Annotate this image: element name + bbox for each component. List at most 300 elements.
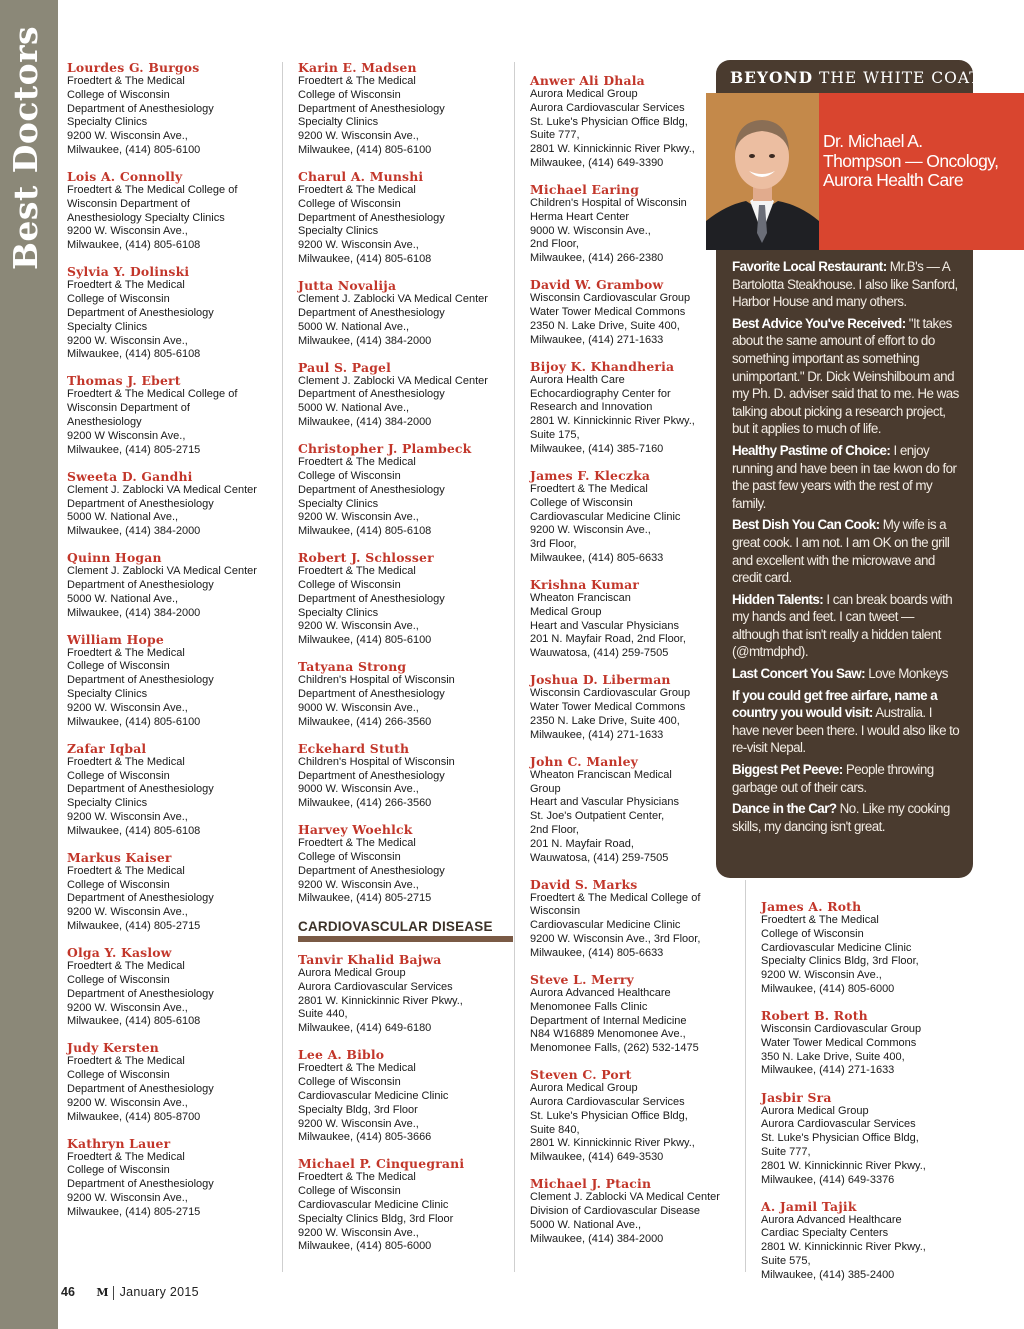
doctor-listing-detail: Froedtert & The Medical [298,565,416,578]
doctor-listing-detail: Milwaukee, (414) 805-6108 [298,525,432,538]
doctor-listing-detail: Aurora Cardiovascular Services [530,101,685,114]
doctor-listing-detail: Specialty Clinics Bldg, 3rd Floor [298,1212,454,1225]
qa-item [732,258,960,311]
doctor-listing [67,60,277,158]
doctor-listing-detail: Department of Anesthesiology [298,102,445,115]
doctor-listing-detail: 2801 W. Kinnickinnic River Pkwy., [530,415,695,428]
doctor-listing-detail: College of Wisconsin [298,469,401,482]
doctor-listing-detail: Milwaukee, (414) 805-2715 [67,443,201,456]
doctor-listing [530,1067,735,1165]
doctor-listing-detail: College of Wisconsin [298,1076,401,1089]
doctor-listing-detail: 9200 W. Wisconsin Ave., [298,878,419,891]
qa-question: Favorite Local Restaurant: [732,259,887,274]
doctor-listing-detail: Milwaukee, (414) 649-3376 [761,1173,895,1186]
qa-question: If you could get free airfare, name a country you would visit: [732,687,938,721]
qa-item [732,516,960,586]
doctor-listing [530,754,735,866]
doctor-listing-detail: Clement J. Zablocki VA Medical Center [530,1191,720,1204]
doctor-listing-detail: Milwaukee, (414) 805-2715 [298,892,432,905]
doctor-listing-detail: Aurora Medical Group [530,1082,638,1095]
doctor-listing-detail: 9200 W. Wisconsin Ave., [67,334,188,347]
doctor-listing-detail: College of Wisconsin [67,293,170,306]
doctor-listing-detail: 5000 W. National Ave., [67,511,179,524]
doctor-listing-detail: N84 W16889 Menomonee Ave., [530,1028,686,1041]
doctor-listing [67,373,277,457]
doctor-listing-detail: College of Wisconsin [67,973,170,986]
doctor-listing-detail: Milwaukee, (414) 805-6000 [761,982,895,995]
doctor-listing-detail: 9200 W. Wisconsin Ave., [761,969,882,982]
doctor-listing-detail: 2350 N. Lake Drive, Suite 400, [530,319,680,332]
doctor-listing [530,73,735,171]
doctor-listing [298,1047,513,1145]
doctor-listing [530,672,735,742]
doctor-listing-detail: Froedtert & The Medical [67,279,185,292]
doctor-listing-detail: Milwaukee, (414) 266-3560 [298,715,432,728]
doctor-listing-name: Michael P. Cinquegrani [298,1156,465,1172]
doctor-listing-detail: Specialty Clinics [298,606,379,619]
doctor-listing-name: Zafar Iqbal [67,740,147,756]
column-4 [761,899,981,1294]
doctor-listing-detail: College of Wisconsin [298,197,401,210]
doctor-listing-detail: Milwaukee, (414) 384-2000 [298,334,432,347]
section-heading: CARDIOVASCULAR DISEASE [298,920,513,942]
qa-question: Healthy Pastime of Choice: [732,442,891,458]
doctor-listing-name: Olga Y. Kaslow [67,945,172,961]
doctor-listing-detail: Wheaton Franciscan [530,592,631,604]
doctor-listing-detail: Froedtert & The Medical [298,184,416,197]
doctor-listing-detail: Department of Anesthesiology [298,864,445,877]
doctor-listing-detail: Wisconsin Cardiovascular Group [761,1023,922,1036]
doctor-listing-detail: Milwaukee, (414) 805-6108 [67,348,201,361]
doctor-listing-name: David S. Marks [530,876,638,892]
doctor-listing-detail: Specialty Clinics [298,497,379,510]
doctor-listing-detail: Department of Anesthesiology [67,674,214,687]
doctor-listing [298,60,513,158]
qa-item [732,665,960,683]
doctor-listing [530,277,735,347]
doctor-listing [530,468,735,566]
doctor-listing-name: A. Jamil Tajik [761,1198,857,1214]
doctor-listing-detail: Cardiovascular Medicine Clinic [530,919,681,932]
doctor-listing-detail: College of Wisconsin [298,851,401,864]
doctor-listing-detail: Aurora Cardiovascular Services [761,1118,916,1131]
doctor-listing-detail: Children's Hospital of Wisconsin [530,197,687,210]
doctor-listing-detail: Aurora Advanced Healthcare [761,1213,902,1226]
doctor-listing-detail: 9200 W. Wisconsin Ave., [67,225,188,238]
doctor-listing-detail: 9200 W. Wisconsin Ave., [67,1096,188,1109]
doctor-listing [298,550,513,648]
doctor-listing-detail: Milwaukee, (414) 271-1633 [530,728,664,741]
doctor-listing-detail: Froedtert & The Medical [298,837,416,850]
sidebar [0,0,58,1329]
doctor-listing-detail: Milwaukee, (414) 805-6108 [298,253,432,266]
doctor-listing-name: Michael J. Ptacin [530,1176,652,1192]
doctor-listing-detail: 9200 W. Wisconsin Ave., [67,130,188,143]
qa-answer: No. Like my cooking skills, my dancing isn't great. [732,801,950,834]
doctor-listing-detail: Milwaukee, (414) 271-1633 [530,333,664,346]
doctor-listing-name: Quinn Hogan [67,550,162,566]
doctor-listing-detail: Specialty Bldg, 3rd Floor [298,1103,418,1116]
doctor-listing-detail: Aurora Advanced Healthcare [530,986,671,999]
doctor-listing-detail: Heart and Vascular Physicians [530,619,679,632]
doctor-listing-detail: College of Wisconsin [67,769,170,782]
doctor-listing-detail: Milwaukee, (414) 385-7160 [530,442,664,455]
doctor-listing-detail: Cardiovascular Medicine Clinic [298,1198,449,1211]
doctor-listing [67,632,277,730]
doctor-listing-name: Harvey Woehlck [298,822,413,838]
doctor-listing-detail: Department of Anesthesiology [67,892,214,905]
doctor-listing-detail: Water Tower Medical Commons [761,1036,917,1049]
doctor-listing-detail: Wisconsin Cardiovascular Group [530,292,691,305]
doctor-listing-detail: College of Wisconsin [761,927,864,940]
doctor-listing-detail: 9200 W. Wisconsin Ave., [298,239,419,252]
doctor-listing [298,169,513,267]
doctor-listing-detail: 2801 W. Kinnickinnic River Pkwy., [298,994,463,1007]
doctor-listing-detail: Wisconsin Department of [67,197,190,210]
qa-item [732,761,960,796]
doctor-listing-detail: Children's Hospital of Wisconsin [298,755,455,768]
qa-answer: Love Monkeys [865,666,948,682]
doctor-listing-detail: Department of Anesthesiology [298,769,445,782]
doctor-listing-detail: Froedtert & The Medical [298,75,416,87]
doctor-listing-detail: College of Wisconsin [530,496,633,509]
doctor-listing-detail: St. Luke's Physician Office Bldg, [530,1109,688,1122]
qa-question: Last Concert You Saw: [732,666,866,682]
doctor-listing [530,182,735,266]
doctor-listing-detail: Water Tower Medical Commons [530,701,686,714]
qa-answer: Mr.B's — A Bartolotta Steakhouse. I also like Sanford, Harbor House and many others. [732,259,958,310]
doctor-listing-detail: 9200 W. Wisconsin Ave., [298,620,419,633]
doctor-listing [530,877,735,961]
doctor-listing-detail: Water Tower Medical Commons [530,306,686,319]
doctor-listing-detail: Children's Hospital of Wisconsin [298,674,455,687]
doctor-listing-name: David W. Grambow [530,277,664,293]
doctor-listing-detail: Milwaukee, (414) 649-3390 [530,156,664,169]
doctor-listing-name: Kathryn Lauer [67,1135,171,1151]
magazine-logo: M [96,1286,109,1299]
doctor-listing-detail: College of Wisconsin [67,660,170,673]
doctor-listing-detail: Specialty Clinics [67,688,148,701]
doctor-listing-detail: Froedtert & The Medical [67,864,185,877]
doctor-listing-name: Lois A. Connolly [67,169,183,185]
doctor-listing-detail: Milwaukee, (414) 266-2380 [530,252,664,265]
qa-answer: People throwing garbage out of their cars. [732,762,934,795]
doctor-listing-detail: 9200 W. Wisconsin Ave., [67,810,188,823]
doctor-listing-detail: Cardiovascular Medicine Clinic [530,510,681,523]
qa-answer: My wife is a great cook. I am not. I am OK on the grill and excellent with the microwave and credit card. [732,517,950,586]
doctor-listing-detail: Froedtert & The Medical College of [530,891,701,904]
doctor-listing-name: Tanvir Khalid Bajwa [298,952,442,968]
doctor-listing-detail: Clement J. Zablocki VA Medical Center [298,374,488,387]
feature-title: BEYOND THE WHITE COAT [730,68,981,87]
doctor-listing-name: Karin E. Madsen [298,60,417,75]
doctor-listing-detail: 2801 W. Kinnickinnic River Pkwy., [530,143,695,156]
doctor-listing-name: Eckehard Stuth [298,740,410,756]
doctor-listing-detail: Froedtert & The Medical [298,1062,416,1075]
doctor-listing-detail: Milwaukee, (414) 805-3666 [298,1131,432,1144]
doctor-listing-detail: St. Luke's Physician Office Bldg, [761,1132,919,1145]
doctor-listing-detail: Department of Internal Medicine [530,1014,687,1027]
qa-question: Best Advice You've Received: [732,315,906,331]
doctor-listing [67,1136,277,1220]
doctor-listing-detail: 2801 W. Kinnickinnic River Pkwy., [530,1137,695,1150]
doctor-listing-detail: 9000 W. Wisconsin Ave., [530,224,651,237]
doctor-listing-detail: Milwaukee, (414) 384-2000 [67,525,201,538]
doctor-listing-detail: Milwaukee, (414) 805-6108 [67,824,201,837]
qa-item [732,591,960,661]
doctor-listing-name: James A. Roth [761,899,862,914]
doctor-listing-detail: Clement J. Zablocki VA Medical Center [298,293,488,306]
doctor-listing [298,822,513,906]
doctor-listing-detail: Anesthesiology [67,416,142,429]
doctor-listing-detail: Milwaukee, (414) 271-1633 [761,1064,895,1077]
doctor-listing [761,1199,981,1283]
doctor-listing-detail: Froedtert & The Medical [67,1055,185,1068]
doctor-listing-detail: Aurora Medical Group [761,1104,869,1117]
doctor-listing-name: Steve L. Merry [530,971,634,987]
doctor-listing-detail: St. Joe's Outpatient Center, [530,810,665,823]
doctor-listing-detail: Cardiovascular Medicine Clinic [298,1089,449,1102]
doctor-portrait-illustration [706,93,819,250]
doctor-listing-name: Joshua D. Liberman [530,672,671,688]
doctor-listing-name: Robert J. Schlosser [298,550,434,566]
doctor-listing-detail: Froedtert & The Medical [298,456,416,469]
doctor-listing-detail: 9200 W. Wisconsin Ave., [298,1226,419,1239]
doctor-listing-detail: Froedtert & The Medical College of [67,388,238,401]
doctor-listing [530,972,735,1056]
doctor-listing-detail: Froedtert & The Medical [761,914,879,926]
doctor-listing [761,1090,981,1188]
doctor-listing-detail: Suite 440, [298,1008,348,1021]
doctor-listing-detail: Department of Anesthesiology [298,688,445,701]
doctor-listing-name: Judy Kersten [67,1040,159,1056]
doctor-listing-detail: Department of Anesthesiology [67,1083,214,1095]
doctor-listing-detail: Specialty Clinics Bldg, 3rd Floor, [761,955,919,968]
doctor-listing-detail: Specialty Clinics [298,116,379,129]
doctor-listing-name: Steven C. Port [530,1067,632,1083]
doctor-listing-detail: Group [530,782,561,795]
doctor-listing-detail: Froedtert & The Medical [67,755,185,768]
doctor-listing [298,741,513,811]
doctor-listing-name: James F. Kleczka [530,467,651,483]
doctor-listing-name: Jutta Novalija [298,278,397,294]
doctor-listing-name: Robert B. Roth [761,1008,868,1024]
doctor-listing-detail: Wauwatosa, (414) 259-7505 [530,647,669,660]
qa-question: Hidden Talents: [732,591,824,607]
doctor-listing-name: Paul S. Pagel [298,359,392,375]
doctor-listing-detail: Milwaukee, (414) 805-6100 [67,143,201,156]
doctor-listing-name: Christopher J. Plambeck [298,441,472,457]
doctor-listing-detail: Milwaukee, (414) 649-6180 [298,1022,432,1035]
doctor-listing-detail: Clement J. Zablocki VA Medical Center [67,483,257,496]
doctor-listing-name: William Hope [67,631,164,647]
doctor-listing-detail: Milwaukee, (414) 805-6000 [298,1240,432,1253]
qa-answer: "It takes about the same amount of effort to do something important as something unimportant." Dr. Dick Weinshilboum and my Ph. D. adviser said that to me. He was talking about picking a research project, but it applies to much of life. [732,315,959,437]
doctor-listing-detail: Milwaukee, (414) 384-2000 [298,416,432,429]
doctor-listing [761,899,981,997]
page-number: 46 [61,1285,75,1299]
doctor-listing-name: Lourdes G. Burgos [67,60,200,75]
column-divider [514,62,515,1272]
doctor-listing-detail: Cardiovascular Medicine Clinic [761,941,912,954]
page-footer [61,1285,199,1300]
doctor-listing-detail: College of Wisconsin [67,1164,170,1177]
doctor-listing [67,264,277,362]
doctor-listing-name: Anwer Ali Dhala [530,73,645,88]
doctor-listing-detail: 9200 W. Wisconsin Ave., [67,701,188,714]
section-title: Best Doctors [6,25,45,270]
doctor-listing-detail: Division of Cardiovascular Disease [530,1205,700,1218]
doctor-listing-detail: Echocardiography Center for [530,387,671,400]
doctor-listing-detail: Aurora Medical Group [298,967,406,980]
qa-item [732,800,960,835]
doctor-listing-detail: Froedtert & The Medical [67,1150,185,1163]
column-divider [745,880,746,1272]
doctor-listing-name: Krishna Kumar [530,577,640,592]
doctor-listing-detail: Department of Anesthesiology [298,592,445,605]
doctor-listing-detail: Suite 840, [530,1123,580,1136]
doctor-listing-detail: Aurora Medical Group [530,88,638,100]
column-3 [530,73,735,1258]
doctor-listing-detail: Milwaukee, (414) 805-6100 [67,715,201,728]
doctor-listing-name: Jasbir Sra [761,1089,832,1105]
doctor-listing-detail: College of Wisconsin [67,88,170,101]
column-2 [298,60,513,1265]
doctor-listing-name: Lee A. Biblo [298,1047,385,1063]
doctor-listing-detail: 9200 W. Wisconsin Ave., [298,1117,419,1130]
doctor-listing [67,469,277,539]
doctor-listing-detail: 9000 W. Wisconsin Ave., [298,783,419,796]
doctor-listing-detail: 9200 W. Wisconsin Ave., [67,1001,188,1014]
doctor-listing-detail: Froedtert & The Medical [67,646,185,659]
qa-answer: I can break boards with my hands and feet. I can tweet — although that isn't really a hidden talent (@mtmdphd). [732,591,953,660]
doctor-listing-detail: Menomonee Falls Clinic [530,1000,648,1013]
doctor-listing-detail: Aurora Cardiovascular Services [530,1096,685,1108]
doctor-listing-detail: Milwaukee, (414) 805-6100 [298,634,432,647]
doctor-listing [761,1008,981,1078]
doctor-listing-detail: 9200 W. Wisconsin Ave., [67,906,188,919]
doctor-listing-name: Bijoy K. Khandheria [530,358,675,374]
doctor-listing-detail: Department of Anesthesiology [67,783,214,796]
doctor-listing-name: Sylvia Y. Dolinski [67,264,190,280]
doctor-listing-detail: Wheaton Franciscan Medical [530,768,672,781]
doctor-listing [298,952,513,1036]
doctor-listing-detail: 201 N. Mayfair Road, 2nd Floor, [530,633,686,646]
doctor-listing [298,441,513,539]
doctor-listing-detail: College of Wisconsin [298,579,401,591]
doctor-listing-detail: Department of Anesthesiology [298,483,445,496]
doctor-listing-detail: College of Wisconsin [298,88,401,101]
doctor-listing-detail: College of Wisconsin [298,1185,401,1198]
doctor-listing [298,278,513,348]
column-1 [67,60,277,1231]
qa-item [732,442,960,512]
doctor-listing-detail: 9200 W. Wisconsin Ave., [298,511,419,524]
issue-date: January 2015 [119,1285,199,1299]
doctor-photo [706,93,819,250]
doctor-listing-detail: Specialty Clinics [67,116,148,129]
qa-item [732,687,960,757]
doctor-listing-detail: Suite 575, [761,1255,811,1268]
doctor-listing-detail: Specialty Clinics [67,320,148,333]
doctor-listing-detail: 5000 W. National Ave., [67,592,179,605]
doctor-listing-detail: Cardiac Specialty Centers [761,1227,889,1240]
doctor-listing-detail: Clement J. Zablocki VA Medical Center [67,565,257,578]
qa-question: Best Dish You Can Cook: [732,517,880,533]
doctor-listing-detail: Milwaukee, (414) 384-2000 [530,1232,664,1245]
doctor-listing-detail: Suite 777, [761,1145,811,1158]
doctor-listing-name: Markus Kaiser [67,849,172,865]
doctor-listing [298,360,513,430]
doctor-listing-detail: Medical Group [530,605,602,618]
doctor-listing-detail: 2801 W. Kinnickinnic River Pkwy., [761,1159,926,1172]
qa-answer: I enjoy running and have been in tae kwon do for the past few years with the rest of my family. [732,442,957,511]
footer-divider [113,1286,114,1300]
doctor-listing-detail: Milwaukee, (414) 649-3530 [530,1151,664,1164]
doctor-listing-detail: 9200 W. Wisconsin Ave., [298,130,419,143]
doctor-listing-detail: Research and Innovation [530,401,653,414]
doctor-listing-detail: Milwaukee, (414) 805-6108 [67,1015,201,1028]
doctor-listing-detail: 2801 W. Kinnickinnic River Pkwy., [761,1241,926,1254]
doctor-listing [67,945,277,1029]
doctor-listing-detail: College of Wisconsin [67,1069,170,1082]
doctor-listing-detail: Wauwatosa, (414) 259-7505 [530,851,669,864]
doctor-listing-detail: Wisconsin Department of [67,402,190,415]
doctor-listing-detail: 9200 W Wisconsin Ave., [67,429,186,442]
doctor-listing-detail: 5000 W. National Ave., [298,320,410,333]
doctor-listing-detail: 9000 W. Wisconsin Ave., [298,701,419,714]
doctor-name: Dr. Michael A. Thompson — Oncology, Aurora Health Care [823,131,999,190]
qa-answer: Australia. I have never been there. I would also like to re-visit Nepal. [732,705,960,756]
doctor-listing-detail: Heart and Vascular Physicians [530,796,679,809]
doctor-listing-detail: College of Wisconsin [67,878,170,891]
doctor-listing-detail: Herma Heart Center [530,210,630,223]
doctor-listing-detail: Department of Anesthesiology [67,579,214,591]
doctor-listing-detail: Aurora Cardiovascular Services [298,980,453,993]
doctor-listing-detail: Department of Anesthesiology [67,497,214,510]
doctor-listing-detail: 9200 W. Wisconsin Ave., 3rd Floor, [530,933,701,946]
doctor-listing-name: Thomas J. Ebert [67,373,181,389]
doctor-listing-detail: Milwaukee, (414) 384-2000 [67,606,201,619]
doctor-listing-detail: Milwaukee, (414) 805-2715 [67,920,201,933]
doctor-listing-name: John C. Manley [530,753,639,769]
doctor-listing [67,1040,277,1124]
doctor-listing-detail: Milwaukee, (414) 805-6633 [530,551,664,564]
column-divider [282,62,283,1272]
doctor-listing [298,1156,513,1254]
doctor-listing-detail: Milwaukee, (414) 805-8700 [67,1110,201,1123]
doctor-listing-detail: Specialty Clinics [298,225,379,238]
doctor-listing-detail: 5000 W. National Ave., [530,1218,642,1231]
doctor-listing-detail: Froedtert & The Medical College of [67,184,238,197]
doctor-listing [67,169,277,253]
doctor-listing [530,577,735,661]
doctor-listing-detail: Department of Anesthesiology [298,388,445,401]
doctor-listing-detail: 2nd Floor, [530,238,579,251]
doctor-listing-detail: Milwaukee, (414) 805-6633 [530,946,664,959]
doctor-listing-detail: Froedtert & The Medical [530,482,648,495]
doctor-listing-detail: Department of Anesthesiology [67,102,214,115]
doctor-listing-detail: 3rd Floor, [530,538,577,551]
doctor-listing-detail: Aurora Health Care [530,373,625,386]
doctor-listing-detail: 5000 W. National Ave., [298,402,410,415]
doctor-listing-detail: Department of Anesthesiology [67,987,214,1000]
qa-item [732,315,960,438]
doctor-listing-detail: St. Luke's Physician Office Bldg, [530,115,688,128]
doctor-listing-detail: Menomonee Falls, (262) 532-1475 [530,1042,699,1055]
doctor-listing [67,850,277,934]
doctor-listing-detail: Milwaukee, (414) 805-6108 [67,239,201,252]
